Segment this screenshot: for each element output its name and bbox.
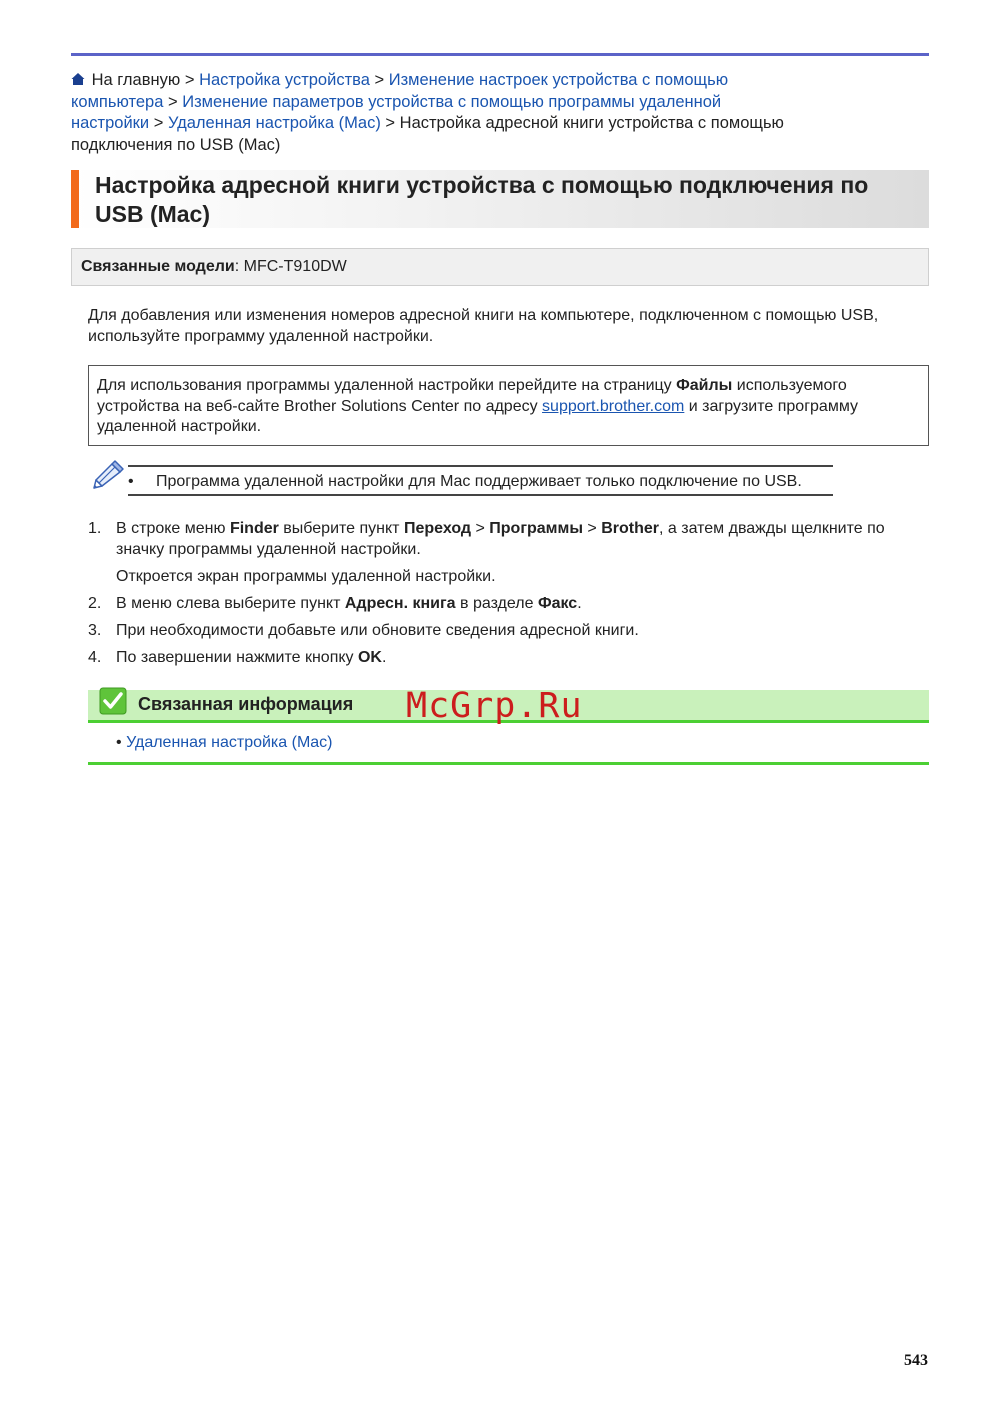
step-bold: Адресн. книга: [344, 594, 456, 612]
step-3: [88, 621, 933, 642]
notice-l2b: и загрузите программу: [684, 397, 858, 415]
breadcrumb-separator: >: [374, 71, 385, 89]
notice-l1a: Для использования программы удаленной настройки перейдите на страницу: [97, 377, 677, 394]
note-top-rule: [128, 465, 833, 467]
related-models-colon: :: [234, 258, 240, 275]
related-info-list: [116, 734, 333, 752]
step-2: [88, 594, 933, 615]
breadcrumb-separator: >: [153, 114, 164, 132]
breadcrumb-link-change-settings[interactable]: Изменение настроек устройства с помощью: [388, 71, 729, 89]
step-text: .: [381, 648, 387, 666]
title-accent-bar: [71, 170, 79, 228]
page-title-line1: Настройка адресной книги устройства с помощью подключения по: [95, 172, 869, 198]
breadcrumb-separator: >: [385, 114, 396, 132]
top-rule: [71, 53, 929, 56]
breadcrumb-current: Настройка адресной книги устройства с помощью: [399, 114, 784, 132]
step-bold: Finder: [229, 520, 279, 537]
step-text: значку программы удаленной настройки.: [116, 540, 421, 558]
step-bold: Факс: [537, 594, 578, 612]
breadcrumb: [71, 70, 871, 156]
step-number: 3.: [88, 621, 102, 639]
step-bold: Переход: [403, 520, 472, 537]
notice-text: [97, 376, 917, 438]
step-text: .: [577, 594, 582, 612]
breadcrumb-link-remote-params-cont[interactable]: настройки: [71, 114, 150, 132]
related-bullet: •: [116, 734, 122, 751]
notice-l2a: устройства на веб-сайте Brother Solutions Center по адресу: [97, 397, 543, 415]
note-bullet: •: [128, 473, 134, 490]
step-text: , а затем дважды щелкните по: [659, 520, 885, 537]
note-text: Программа удаленной настройки для Mac поддерживает только подключение по USB.: [156, 473, 802, 490]
notice-l3: удаленной настройки.: [97, 418, 262, 435]
pencil-note-icon: [90, 458, 126, 494]
intro-line1: Для добавления или изменения номеров адресной книги на компьютере, подключенном с помощью USB,: [88, 307, 879, 324]
step-text: >: [582, 520, 602, 537]
step-text: По завершении нажмите кнопку: [116, 648, 358, 666]
breadcrumb-separator: >: [167, 92, 178, 111]
step-text: При необходимости добавьте или обновите сведения адресной книги.: [116, 621, 639, 639]
step-bold: Программы: [489, 520, 583, 537]
breadcrumb-link-remote-mac[interactable]: Удаленная настройка (Mac): [167, 114, 381, 132]
step-bold: Brother: [601, 520, 659, 537]
related-bottom-rule: [88, 762, 929, 765]
breadcrumb-current-cont: подключения по USB (Mac): [71, 135, 281, 154]
step-1: [88, 519, 933, 587]
step-text: В меню слева выберите пункт: [116, 594, 345, 612]
page-title-line2: USB (Mac): [95, 201, 211, 227]
steps-list: [88, 519, 933, 675]
step-bold: OK: [357, 648, 382, 666]
intro-paragraph: [88, 306, 928, 347]
step-text: в разделе: [455, 594, 538, 612]
checkmark-icon: [99, 687, 127, 715]
title-box: [71, 170, 929, 228]
note-bottom-rule: [128, 494, 833, 496]
related-models: [81, 258, 347, 276]
notice-box: [88, 365, 929, 446]
intro-line2: используйте программу удаленной настройки.: [88, 327, 434, 345]
related-info-title: Связанная информация: [138, 694, 354, 714]
page-number: 543: [904, 1352, 928, 1369]
breadcrumb-home[interactable]: На главную: [91, 71, 181, 89]
home-icon[interactable]: [71, 72, 85, 86]
notice-files: Файлы: [676, 377, 733, 394]
breadcrumb-link-remote-params[interactable]: Изменение параметров устройства с помощью программы удаленной: [182, 92, 722, 111]
related-models-box: [71, 248, 929, 286]
step-number: 2.: [88, 594, 102, 612]
step-4: [88, 648, 933, 669]
watermark: McGrp.Ru: [406, 686, 583, 726]
page-title: [95, 171, 925, 229]
step-number: 4.: [88, 648, 102, 666]
step-1-result: Откроется экран программы удаленной настройки.: [116, 567, 496, 585]
breadcrumb-separator: >: [184, 71, 195, 89]
breadcrumb-link-change-settings-cont[interactable]: компьютера: [71, 92, 164, 111]
step-text: выберите пункт: [278, 520, 404, 537]
related-models-label: Связанные модели: [81, 258, 235, 275]
support-link[interactable]: support.brother.com: [542, 397, 685, 415]
related-link-remote-mac[interactable]: Удаленная настройка (Mac): [126, 734, 333, 751]
step-text: >: [471, 520, 490, 537]
step-number: 1.: [88, 520, 102, 537]
step-text: В строке меню: [116, 520, 230, 537]
notice-l1c: используемого: [732, 377, 847, 394]
related-models-value: MFC-T910DW: [243, 258, 347, 275]
breadcrumb-link-device-setup[interactable]: Настройка устройства: [199, 71, 370, 89]
